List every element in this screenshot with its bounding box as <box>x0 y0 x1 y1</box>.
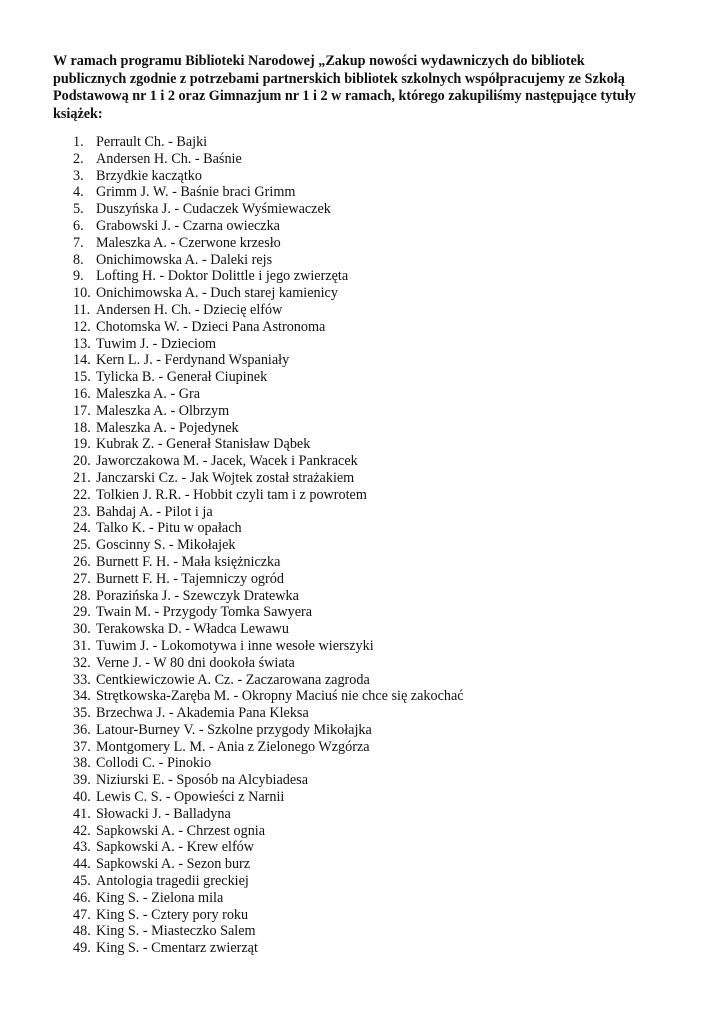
book-list-item <box>73 940 464 957</box>
book-number: 20. <box>73 453 91 470</box>
book-number: 38. <box>73 755 91 772</box>
book-list-item <box>73 336 464 353</box>
book-title: Tuwim J. - Dzieciom <box>96 335 217 352</box>
book-number: 41. <box>73 805 91 822</box>
book-number: 2. <box>73 150 84 167</box>
book-number: 8. <box>73 251 84 268</box>
book-list-item <box>73 369 464 386</box>
book-title: Bahdaj A. - Pilot i ja <box>96 503 213 520</box>
book-title: Montgomery L. M. - Ania z Zielonego Wzgórza <box>96 738 370 755</box>
book-list-item <box>73 571 464 588</box>
book-list-item <box>73 201 464 218</box>
book-title: Sapkowski A. - Sezon burz <box>96 856 251 873</box>
book-number: 16. <box>73 385 91 402</box>
book-list-item <box>73 487 464 504</box>
book-list-item <box>73 285 464 302</box>
book-title: Brzydkie kaczątko <box>96 167 202 184</box>
book-list-item <box>73 403 464 420</box>
book-number: 45. <box>73 873 91 890</box>
book-title: King S. - Miasteczko Salem <box>96 923 256 940</box>
book-number: 27. <box>73 570 91 587</box>
book-number: 10. <box>73 285 91 302</box>
book-title: Verne J. - W 80 dni dookoła świata <box>96 654 295 671</box>
book-number: 6. <box>73 217 84 234</box>
intro-line: publicznych zgodnie z potrzebami partnerskich bibliotek szkolnych współpracujemy ze Szkołą <box>53 70 625 87</box>
book-list-item <box>73 755 464 772</box>
book-number: 36. <box>73 721 91 738</box>
book-title: Collodi C. - Pinokio <box>96 755 212 772</box>
book-list-item <box>73 923 464 940</box>
book-number: 37. <box>73 738 91 755</box>
book-list-item <box>73 453 464 470</box>
book-list-item <box>73 655 464 672</box>
book-title: Terakowska D. - Władca Lewawu <box>96 621 289 638</box>
book-title: Tolkien J. R.R. - Hobbit czyli tam i z powrotem <box>96 486 367 503</box>
book-title: Lofting H. - Doktor Dolittle i jego zwierzęta <box>96 268 349 285</box>
book-title: Latour-Burney V. - Szkolne przygody Mikołajka <box>96 721 372 738</box>
book-title: Tylicka B. - Generał Ciupinek <box>96 369 268 386</box>
book-list-item <box>73 789 464 806</box>
book-list-item <box>73 588 464 605</box>
book-list-item <box>73 873 464 890</box>
book-title: Maleszka A. - Pojedynek <box>96 419 239 436</box>
book-title: Perrault Ch. - Bajki <box>96 134 208 150</box>
book-title: Tuwim J. - Lokomotywa i inne wesołe wierszyki <box>96 637 374 654</box>
book-title: Słowacki J. - Balladyna <box>96 805 231 822</box>
book-title: Kern L. J. - Ferdynand Wspaniały <box>96 352 290 369</box>
book-number: 33. <box>73 671 91 688</box>
book-list-item <box>73 520 464 537</box>
book-list-item <box>73 638 464 655</box>
book-title: Jaworczakowa M. - Jacek, Wacek i Pankracek <box>96 453 358 470</box>
book-number: 15. <box>73 369 91 386</box>
book-number: 42. <box>73 822 91 839</box>
book-number: 28. <box>73 587 91 604</box>
book-number: 18. <box>73 419 91 436</box>
book-number: 46. <box>73 889 91 906</box>
intro-paragraph <box>53 53 678 123</box>
book-list-item <box>73 184 464 201</box>
book-list-item <box>73 890 464 907</box>
book-title: Burnett F. H. - Mała księżniczka <box>96 553 281 570</box>
book-number: 25. <box>73 537 91 554</box>
book-number: 40. <box>73 789 91 806</box>
book-title: Onichimowska A. - Duch starej kamienicy <box>96 285 338 302</box>
book-title: Centkiewiczowie A. Cz. - Zaczarowana zagroda <box>96 671 370 688</box>
book-title: King S. - Zielona mila <box>96 889 224 906</box>
book-title: Andersen H. Ch. - Dziecię elfów <box>96 301 283 318</box>
intro-line: Podstawową nr 1 i 2 oraz Gimnazjum nr 1 i 2 w ramach, którego zakupiliśmy następujące tytuły <box>53 88 636 105</box>
book-number: 32. <box>73 654 91 671</box>
book-number: 21. <box>73 469 91 486</box>
book-list-item <box>73 268 464 285</box>
book-number: 4. <box>73 184 84 201</box>
book-title: Talko K. - Pitu w opałach <box>96 520 242 537</box>
book-list-item <box>73 436 464 453</box>
book-list-item <box>73 806 464 823</box>
book-number: 12. <box>73 318 91 335</box>
book-list-item <box>73 907 464 924</box>
book-title: Niziurski E. - Sposób na Alcybiadesa <box>96 772 308 789</box>
book-list-item <box>73 621 464 638</box>
book-list-item <box>73 134 464 151</box>
book-number: 13. <box>73 335 91 352</box>
book-title: King S. - Cztery pory roku <box>96 906 249 923</box>
book-title: Maleszka A. - Czerwone krzesło <box>96 234 281 251</box>
book-number: 19. <box>73 436 91 453</box>
book-number: 44. <box>73 856 91 873</box>
book-list-item <box>73 352 464 369</box>
book-number: 34. <box>73 688 91 705</box>
book-title: Sapkowski A. - Chrzest ognia <box>96 822 266 839</box>
book-number: 31. <box>73 637 91 654</box>
book-list-item <box>73 739 464 756</box>
book-list-item <box>73 319 464 336</box>
book-title: Grimm J. W. - Baśnie braci Grimm <box>96 184 296 201</box>
book-list-item <box>73 554 464 571</box>
book-number: 26. <box>73 553 91 570</box>
book-list-item <box>73 537 464 554</box>
book-number: 3. <box>73 167 84 184</box>
book-number: 35. <box>73 705 91 722</box>
book-title: Brzechwa J. - Akademia Pana Kleksa <box>96 705 309 722</box>
book-number: 11. <box>73 301 91 318</box>
book-title: King S. - Cmentarz zwierząt <box>96 940 258 957</box>
book-title: Onichimowska A. - Daleki rejs <box>96 251 273 268</box>
book-list-item <box>73 672 464 689</box>
book-title: Kubrak Z. - Generał Stanisław Dąbek <box>96 436 311 453</box>
book-title: Maleszka A. - Olbrzym <box>96 402 230 419</box>
book-list-item <box>73 235 464 252</box>
book-list-item <box>73 218 464 235</box>
intro-line: książek: <box>53 105 103 122</box>
book-list-item <box>73 151 464 168</box>
book-number: 23. <box>73 503 91 520</box>
book-title: Antologia tragedii greckiej <box>96 873 249 890</box>
book-list-item <box>73 470 464 487</box>
book-number: 30. <box>73 621 91 638</box>
book-list-item <box>73 504 464 521</box>
book-list-item <box>73 823 464 840</box>
book-number: 1. <box>73 134 84 150</box>
book-title: Grabowski J. - Czarna owieczka <box>96 217 280 234</box>
book-list-item <box>73 688 464 705</box>
book-title: Goscinny S. - Mikołajek <box>96 537 236 554</box>
book-title: Maleszka A. - Gra <box>96 385 201 402</box>
book-list-item <box>73 252 464 269</box>
intro-line: W ramach programu Biblioteki Narodowej „Zakup nowości wydawniczych do bibliotek <box>53 53 585 69</box>
book-title: Janczarski Cz. - Jak Wojtek został strażakiem <box>96 469 355 486</box>
book-number: 22. <box>73 486 91 503</box>
book-list-item <box>73 839 464 856</box>
book-title: Strętkowska-Zaręba M. - Okropny Maciuś nie chce się zakochać <box>96 688 464 705</box>
book-number: 24. <box>73 520 91 537</box>
book-number: 29. <box>73 604 91 621</box>
book-number: 5. <box>73 201 84 218</box>
book-list-item <box>73 722 464 739</box>
book-list-item <box>73 856 464 873</box>
book-list-item <box>73 420 464 437</box>
book-title: Sapkowski A. - Krew elfów <box>96 839 255 856</box>
book-number: 43. <box>73 839 91 856</box>
book-number: 14. <box>73 352 91 369</box>
book-title: Lewis C. S. - Opowieści z Narnii <box>96 789 285 806</box>
book-list-item <box>73 772 464 789</box>
book-title: Duszyńska J. - Cudaczek Wyśmiewaczek <box>96 201 331 218</box>
book-list-item <box>73 604 464 621</box>
book-title: Twain M. - Przygody Tomka Sawyera <box>96 604 313 621</box>
book-number: 39. <box>73 772 91 789</box>
book-title: Chotomska W. - Dzieci Pana Astronoma <box>96 318 326 335</box>
book-number: 48. <box>73 923 91 940</box>
book-number: 9. <box>73 268 84 285</box>
book-title: Porazińska J. - Szewczyk Dratewka <box>96 587 299 604</box>
book-list-item <box>73 386 464 403</box>
book-title: Burnett F. H. - Tajemniczy ogród <box>96 570 284 587</box>
book-number: 7. <box>73 234 84 251</box>
book-list-item <box>73 168 464 185</box>
book-list-item <box>73 705 464 722</box>
book-number: 49. <box>73 940 91 957</box>
book-number: 17. <box>73 402 91 419</box>
book-title: Andersen H. Ch. - Baśnie <box>96 150 242 167</box>
book-list <box>73 134 464 957</box>
book-list-item <box>73 302 464 319</box>
book-number: 47. <box>73 906 91 923</box>
